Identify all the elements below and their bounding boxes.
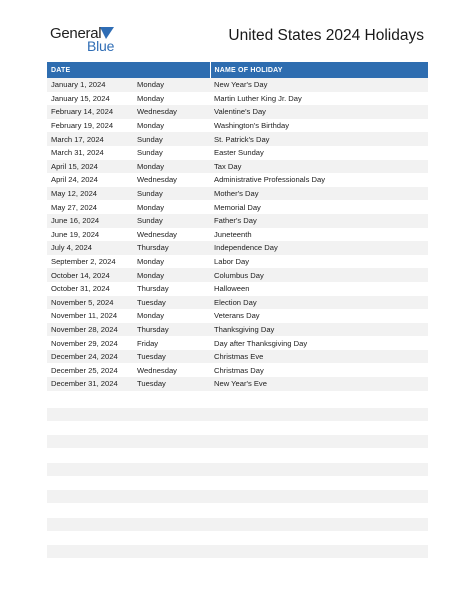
date-cell: May 27, 2024 [47, 200, 133, 214]
table-row [47, 214, 428, 228]
table-row [47, 255, 428, 269]
date-cell: April 15, 2024 [47, 160, 133, 174]
weekday-cell: Tuesday [133, 377, 210, 391]
date-cell: February 14, 2024 [47, 105, 133, 119]
holiday-name-cell: Martin Luther King Jr. Day [210, 92, 428, 106]
date-cell: December 31, 2024 [47, 377, 133, 391]
empty-row [47, 490, 428, 503]
empty-row [47, 518, 428, 531]
table-header-row [47, 62, 428, 78]
table-row [47, 146, 428, 160]
table-row [47, 105, 428, 119]
holiday-name-cell: Christmas Day [210, 363, 428, 377]
table-row [47, 323, 428, 337]
table-row [47, 173, 428, 187]
table-row [47, 200, 428, 214]
holiday-name-cell: Columbus Day [210, 268, 428, 282]
column-header-date: DATE [47, 62, 210, 78]
table-row [47, 282, 428, 296]
holiday-name-cell: Veterans Day [210, 309, 428, 323]
holiday-name-cell: St. Patrick's Day [210, 132, 428, 146]
column-header-holiday: NAME OF HOLIDAY [210, 62, 428, 78]
date-cell: October 31, 2024 [47, 282, 133, 296]
table-row [47, 160, 428, 174]
logo [50, 25, 130, 57]
holiday-name-cell: Tax Day [210, 160, 428, 174]
weekday-cell: Monday [133, 119, 210, 133]
date-cell: April 24, 2024 [47, 173, 133, 187]
holiday-name-cell: Father's Day [210, 214, 428, 228]
weekday-cell: Thursday [133, 282, 210, 296]
holiday-name-cell: Halloween [210, 282, 428, 296]
table-row [47, 241, 428, 255]
holiday-name-cell: Administrative Professionals Day [210, 173, 428, 187]
weekday-cell: Tuesday [133, 350, 210, 364]
logo-word-general: General [50, 25, 102, 42]
date-cell: January 1, 2024 [47, 78, 133, 92]
holiday-name-cell: Valentine's Day [210, 105, 428, 119]
table-row [47, 268, 428, 282]
date-cell: July 4, 2024 [47, 241, 133, 255]
holiday-name-cell: New Year's Day [210, 78, 428, 92]
date-cell: January 15, 2024 [47, 92, 133, 106]
holiday-name-cell: Thanksgiving Day [210, 323, 428, 337]
date-cell: September 2, 2024 [47, 255, 133, 269]
weekday-cell: Monday [133, 255, 210, 269]
date-cell: October 14, 2024 [47, 268, 133, 282]
holidays-table [47, 62, 428, 391]
weekday-cell: Monday [133, 160, 210, 174]
date-cell: November 11, 2024 [47, 309, 133, 323]
date-cell: June 16, 2024 [47, 214, 133, 228]
table-row [47, 228, 428, 242]
weekday-cell: Sunday [133, 214, 210, 228]
table-row [47, 309, 428, 323]
holiday-name-cell: Labor Day [210, 255, 428, 269]
weekday-cell: Wednesday [133, 173, 210, 187]
weekday-cell: Monday [133, 309, 210, 323]
date-cell: November 5, 2024 [47, 296, 133, 310]
holiday-name-cell: Day after Thanksgiving Day [210, 336, 428, 350]
date-cell: November 28, 2024 [47, 323, 133, 337]
holiday-name-cell: New Year's Eve [210, 377, 428, 391]
empty-row [47, 545, 428, 558]
holiday-name-cell: Election Day [210, 296, 428, 310]
table-row [47, 187, 428, 201]
date-cell: December 24, 2024 [47, 350, 133, 364]
date-cell: November 29, 2024 [47, 336, 133, 350]
table-row [47, 119, 428, 133]
date-cell: March 17, 2024 [47, 132, 133, 146]
weekday-cell: Monday [133, 200, 210, 214]
holiday-name-cell: Easter Sunday [210, 146, 428, 160]
page-title: United States 2024 Holidays [228, 27, 424, 44]
weekday-cell: Thursday [133, 323, 210, 337]
weekday-cell: Monday [133, 78, 210, 92]
weekday-cell: Monday [133, 92, 210, 106]
date-cell: June 19, 2024 [47, 228, 133, 242]
empty-row [47, 408, 428, 421]
weekday-cell: Wednesday [133, 363, 210, 377]
weekday-cell: Wednesday [133, 228, 210, 242]
weekday-cell: Sunday [133, 187, 210, 201]
date-cell: May 12, 2024 [47, 187, 133, 201]
table-row [47, 78, 428, 92]
table-row [47, 336, 428, 350]
table-row [47, 363, 428, 377]
holiday-name-cell: Christmas Eve [210, 350, 428, 364]
holiday-name-cell: Independence Day [210, 241, 428, 255]
weekday-cell: Wednesday [133, 105, 210, 119]
weekday-cell: Tuesday [133, 296, 210, 310]
weekday-cell: Friday [133, 336, 210, 350]
holiday-name-cell: Washington's Birthday [210, 119, 428, 133]
date-cell: February 19, 2024 [47, 119, 133, 133]
weekday-cell: Sunday [133, 146, 210, 160]
date-cell: December 25, 2024 [47, 363, 133, 377]
table-row [47, 350, 428, 364]
holiday-name-cell: Mother's Day [210, 187, 428, 201]
holiday-name-cell: Memorial Day [210, 200, 428, 214]
weekday-cell: Sunday [133, 132, 210, 146]
weekday-cell: Thursday [133, 241, 210, 255]
table-row [47, 132, 428, 146]
logo-word-blue: Blue [87, 38, 115, 54]
weekday-cell: Monday [133, 268, 210, 282]
table-row [47, 92, 428, 106]
table-row [47, 296, 428, 310]
empty-row [47, 463, 428, 476]
date-cell: March 31, 2024 [47, 146, 133, 160]
empty-row [47, 435, 428, 448]
holiday-name-cell: Juneteenth [210, 228, 428, 242]
table-row [47, 377, 428, 391]
